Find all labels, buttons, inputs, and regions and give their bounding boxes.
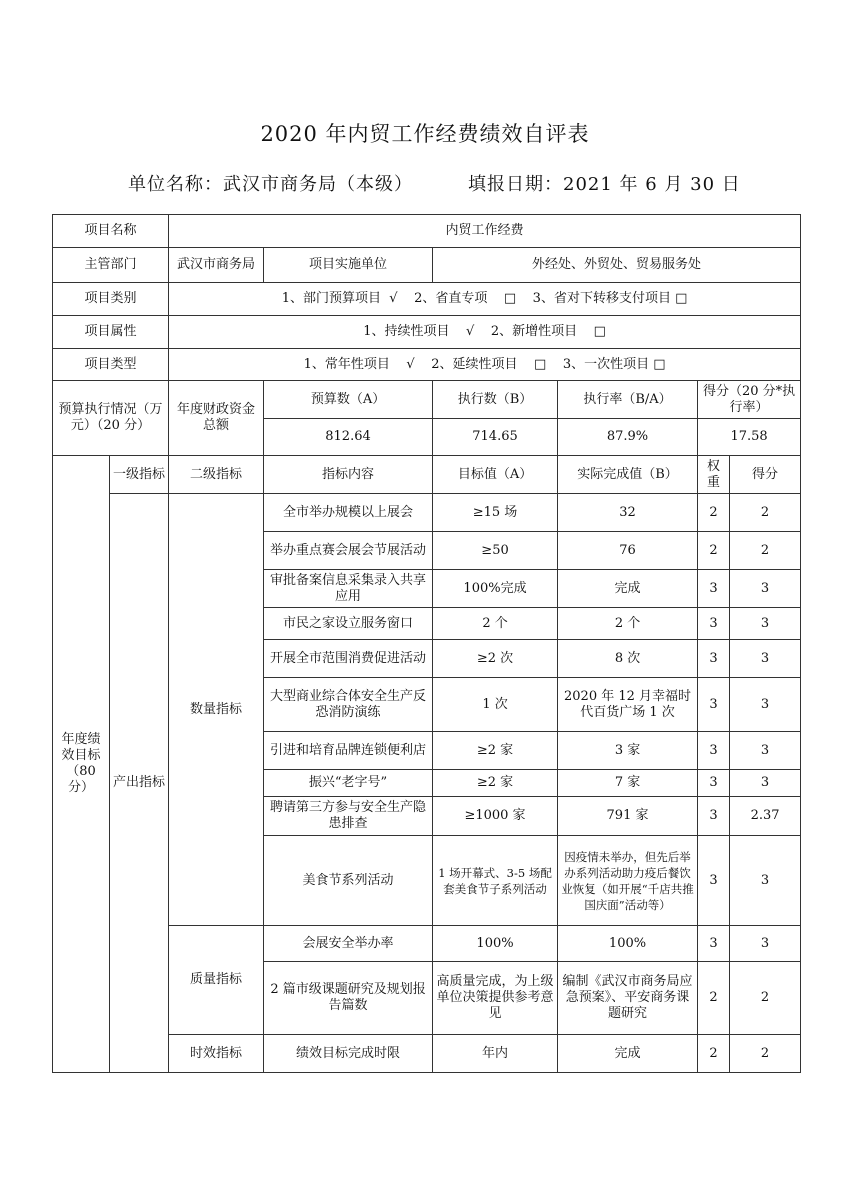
- actual-value: 2 个: [558, 608, 698, 640]
- indicator-content: 大型商业综合体安全生产反恐消防演练: [264, 678, 433, 732]
- score-value: 3: [730, 640, 801, 678]
- actual-value: 100%: [558, 926, 698, 962]
- exec-rate-header: 执行率（B/A）: [558, 381, 698, 419]
- score-value: 3: [730, 926, 801, 962]
- category-value: 1、部门预算项目 √ 2、省直专项 □ 3、省对下转移支付项目 □: [169, 283, 801, 316]
- impl-label: 项目实施单位: [264, 248, 433, 283]
- weight-value: 2: [698, 962, 730, 1035]
- weight-value: 3: [698, 732, 730, 770]
- indicator-content: 2 篇市级课题研究及规划报告篇数: [264, 962, 433, 1035]
- dept-value: 武汉市商务局: [169, 248, 264, 283]
- weight-value: 3: [698, 570, 730, 608]
- score-value: 2.37: [730, 797, 801, 836]
- actual-value: 编制《武汉市商务局应急预案》、平安商务课题研究: [558, 962, 698, 1035]
- actual-header: 实际完成值（B）: [558, 456, 698, 494]
- report-date: 填报日期：2021 年 6 月 30 日: [468, 174, 741, 195]
- project-name-label: 项目名称: [53, 215, 169, 248]
- target-value: 1 场开幕式、3-5 场配套美食节子系列活动: [433, 836, 558, 926]
- quality-indicator-label: 质量指标: [169, 926, 264, 1035]
- target-value: ≥2 家: [433, 732, 558, 770]
- unit-name: 单位名称：武汉市商务局（本级）: [128, 174, 413, 195]
- budget-score-header: 得分（20 分*执行率）: [698, 381, 801, 419]
- indicator-content: 振兴“老字号”: [264, 770, 433, 797]
- weight-value: 2: [698, 494, 730, 532]
- score-header: 得分: [730, 456, 801, 494]
- category-label: 项目类别: [53, 283, 169, 316]
- exec-amount-header: 执行数（B）: [433, 381, 558, 419]
- indicator-content: 开展全市范围消费促进活动: [264, 640, 433, 678]
- type-value: 1、常年性项目 √ 2、延续性项目 □ 3、一次性项目 □: [169, 349, 801, 381]
- weight-value: 2: [698, 1035, 730, 1073]
- actual-value: 7 家: [558, 770, 698, 797]
- project-name-value: 内贸工作经费: [169, 215, 801, 248]
- indicator-content: 市民之家设立服务窗口: [264, 608, 433, 640]
- level2-header: 二级指标: [169, 456, 264, 494]
- indicator-content: 举办重点赛会展会节展活动: [264, 532, 433, 570]
- score-value: 2: [730, 1035, 801, 1073]
- weight-value: 3: [698, 608, 730, 640]
- target-value: 高质量完成，为上级单位决策提供参考意见: [433, 962, 558, 1035]
- output-indicator-label: 产出指标: [110, 494, 169, 1073]
- target-value: ≥2 次: [433, 640, 558, 678]
- budget-amount-header: 预算数（A）: [264, 381, 433, 419]
- score-value: 2: [730, 962, 801, 1035]
- budget-total-label: 年度财政资金总额: [169, 381, 264, 456]
- row-perf-header: [53, 456, 801, 494]
- row-budget-header: [53, 381, 801, 419]
- target-value: 2 个: [433, 608, 558, 640]
- budget-amount: 812.64: [264, 419, 433, 456]
- evaluation-table: [52, 214, 801, 1073]
- target-value: ≥2 家: [433, 770, 558, 797]
- actual-value: 完成: [558, 570, 698, 608]
- impl-value: 外经处、外贸处、贸易服务处: [433, 248, 801, 283]
- actual-value: 8 次: [558, 640, 698, 678]
- indicator-content: 美食节系列活动: [264, 836, 433, 926]
- indicator-content: 引进和培育品牌连锁便利店: [264, 732, 433, 770]
- weight-value: 3: [698, 926, 730, 962]
- target-value: 1 次: [433, 678, 558, 732]
- content-header: 指标内容: [264, 456, 433, 494]
- weight-value: 3: [698, 640, 730, 678]
- row-project-name: [53, 215, 801, 248]
- type-label: 项目类型: [53, 349, 169, 381]
- attribute-value: 1、持续性项目 √ 2、新增性项目 □: [169, 316, 801, 349]
- weight-value: 2: [698, 532, 730, 570]
- weight-value: 3: [698, 797, 730, 836]
- page-title: 2020 年内贸工作经费绩效自评表: [260, 122, 590, 146]
- level1-header: 一级指标: [110, 456, 169, 494]
- exec-rate: 87.9%: [558, 419, 698, 456]
- perf-label: 年度绩效目标（80 分）: [53, 456, 110, 1073]
- timeliness-indicator-label: 时效指标: [169, 1035, 264, 1073]
- actual-value: 因疫情未举办，但先后举办系列活动助力疫后餐饮业恢复（如开展“千店共推国庆面”活动等）: [558, 836, 698, 926]
- target-header: 目标值（A）: [433, 456, 558, 494]
- score-value: 3: [730, 608, 801, 640]
- actual-value: 791 家: [558, 797, 698, 836]
- score-value: 3: [730, 570, 801, 608]
- weight-value: 3: [698, 836, 730, 926]
- row-type: [53, 349, 801, 381]
- indicator-content: 会展安全举办率: [264, 926, 433, 962]
- actual-value: 76: [558, 532, 698, 570]
- weight-value: 3: [698, 678, 730, 732]
- exec-amount: 714.65: [433, 419, 558, 456]
- table-row: [53, 494, 801, 532]
- actual-value: 完成: [558, 1035, 698, 1073]
- indicator-content: 绩效目标完成时限: [264, 1035, 433, 1073]
- budget-score: 17.58: [698, 419, 801, 456]
- actual-value: 32: [558, 494, 698, 532]
- quantity-indicator-label: 数量指标: [169, 494, 264, 926]
- target-value: 100%: [433, 926, 558, 962]
- score-value: 3: [730, 678, 801, 732]
- score-value: 3: [730, 770, 801, 797]
- target-value: 100%完成: [433, 570, 558, 608]
- target-value: ≥15 场: [433, 494, 558, 532]
- weight-value: 3: [698, 770, 730, 797]
- target-value: ≥1000 家: [433, 797, 558, 836]
- attribute-label: 项目属性: [53, 316, 169, 349]
- score-value: 2: [730, 494, 801, 532]
- actual-value: 3 家: [558, 732, 698, 770]
- target-value: 年内: [433, 1035, 558, 1073]
- row-dept: [53, 248, 801, 283]
- score-value: 3: [730, 732, 801, 770]
- row-category: [53, 283, 801, 316]
- budget-label: 预算执行情况（万元）（20 分）: [53, 381, 169, 456]
- dept-label: 主管部门: [53, 248, 169, 283]
- indicator-content: 审批备案信息采集录入共享应用: [264, 570, 433, 608]
- weight-header: 权重: [698, 456, 730, 494]
- actual-value: 2020 年 12 月幸福时代百货广场 1 次: [558, 678, 698, 732]
- indicator-content: 聘请第三方参与安全生产隐患排查: [264, 797, 433, 836]
- indicator-content: 全市举办规模以上展会: [264, 494, 433, 532]
- target-value: ≥50: [433, 532, 558, 570]
- score-value: 3: [730, 836, 801, 926]
- row-attribute: [53, 316, 801, 349]
- score-value: 2: [730, 532, 801, 570]
